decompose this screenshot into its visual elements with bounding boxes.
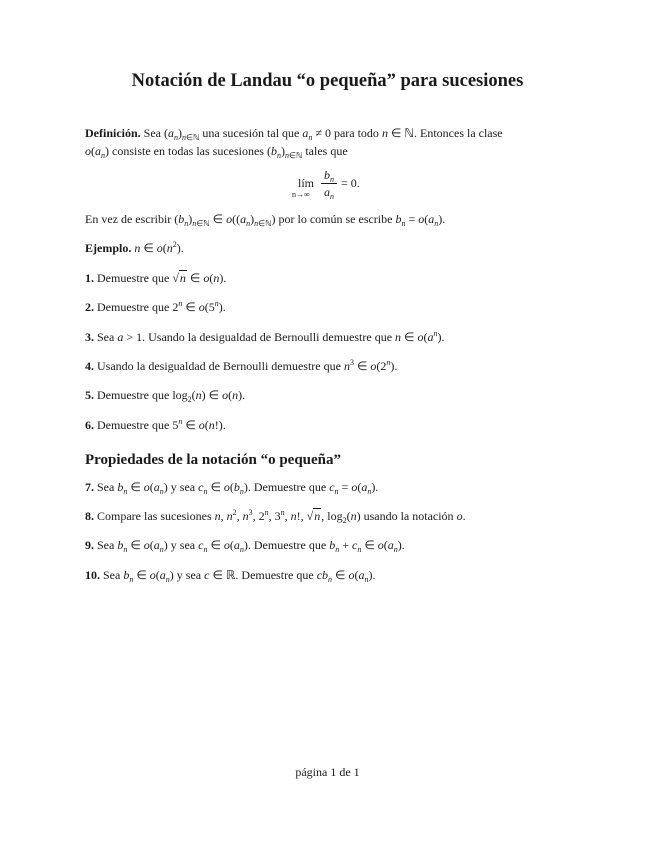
- notation-note: En vez de escribir $(b_n)_{n\in ℕ}$ ∈ $o((a_n)_{n\in ℕ})$ por lo común se escribe $b_n = o(a_n)$.: [85, 212, 446, 228]
- page-title: Notación de Landau “o pequeña” para sucesiones: [131, 71, 524, 91]
- example-line: Ejemplo. n ∈ $o(n^2)$.: [85, 240, 184, 255]
- definition-line-2: $o(a_n)$ consiste en todas las sucesiones $(b_n)_{n\in ℕ}$ tales que: [85, 144, 348, 160]
- exercise-10: 10. Sea $b_n$ ∈ $o(a_n)$ y sea c ∈ ℝ. Demuestre que $cb_n$ ∈ $o(a_n)$.: [85, 568, 376, 584]
- section-title: Propiedades de la notación “o pequeña”: [85, 452, 342, 468]
- fraction: $b_n$ $a_n$: [321, 168, 337, 200]
- exercise-8: 8. Compare las sucesiones n, $n^2$, $n^3$, 2$^n$, 3$^n$, n!, √n, $\log_2(n)$ usando la notación o.: [85, 508, 466, 525]
- exercise-1: 1. Demuestre que √n ∈ o(n).: [85, 271, 227, 285]
- definition-label: Definición.: [85, 126, 141, 140]
- exercise-2: 2. Demuestre que 2$^n$ ∈ o(5$^n$).: [85, 299, 226, 314]
- definition-line-1: Definición. Sea $(a_n)_{n\in ℕ}$ una sucesión tal que $a_n \ne 0$ para todo n ∈ ℕ. Entonces la clase: [85, 126, 503, 142]
- exercise-7: 7. Sea $b_n$ ∈ $o(a_n)$ y sea $c_n$ ∈ $o(b_n)$. Demuestre que $c_n = o(a_n)$.: [85, 480, 379, 496]
- exercise-4: 4. Usando la desigualdad de Bernoulli demuestre que $n^3$ ∈ o(2$^n$).: [85, 358, 398, 373]
- exercise-3: 3. Sea a > 1. Usando la desigualdad de Bernoulli demuestre que n ∈ $o(a^n)$.: [85, 329, 445, 344]
- exercise-9: 9. Sea $b_n$ ∈ $o(a_n)$ y sea $c_n$ ∈ $o(a_n)$. Demuestre que $b_n + c_n$ ∈ $o(a_n)$.: [85, 538, 405, 554]
- exercise-6: 6. Demuestre que 5$^n$ ∈ o(n!).: [85, 417, 226, 432]
- exercise-5: 5. Demuestre que $\log_2(n)$ ∈ o(n).: [85, 388, 246, 404]
- page-footer: página 1 de 1: [295, 765, 360, 779]
- limit-formula: lím n→∞ $b_n$ $a_n$ = 0.: [292, 168, 360, 201]
- example-label: Ejemplo.: [85, 241, 132, 255]
